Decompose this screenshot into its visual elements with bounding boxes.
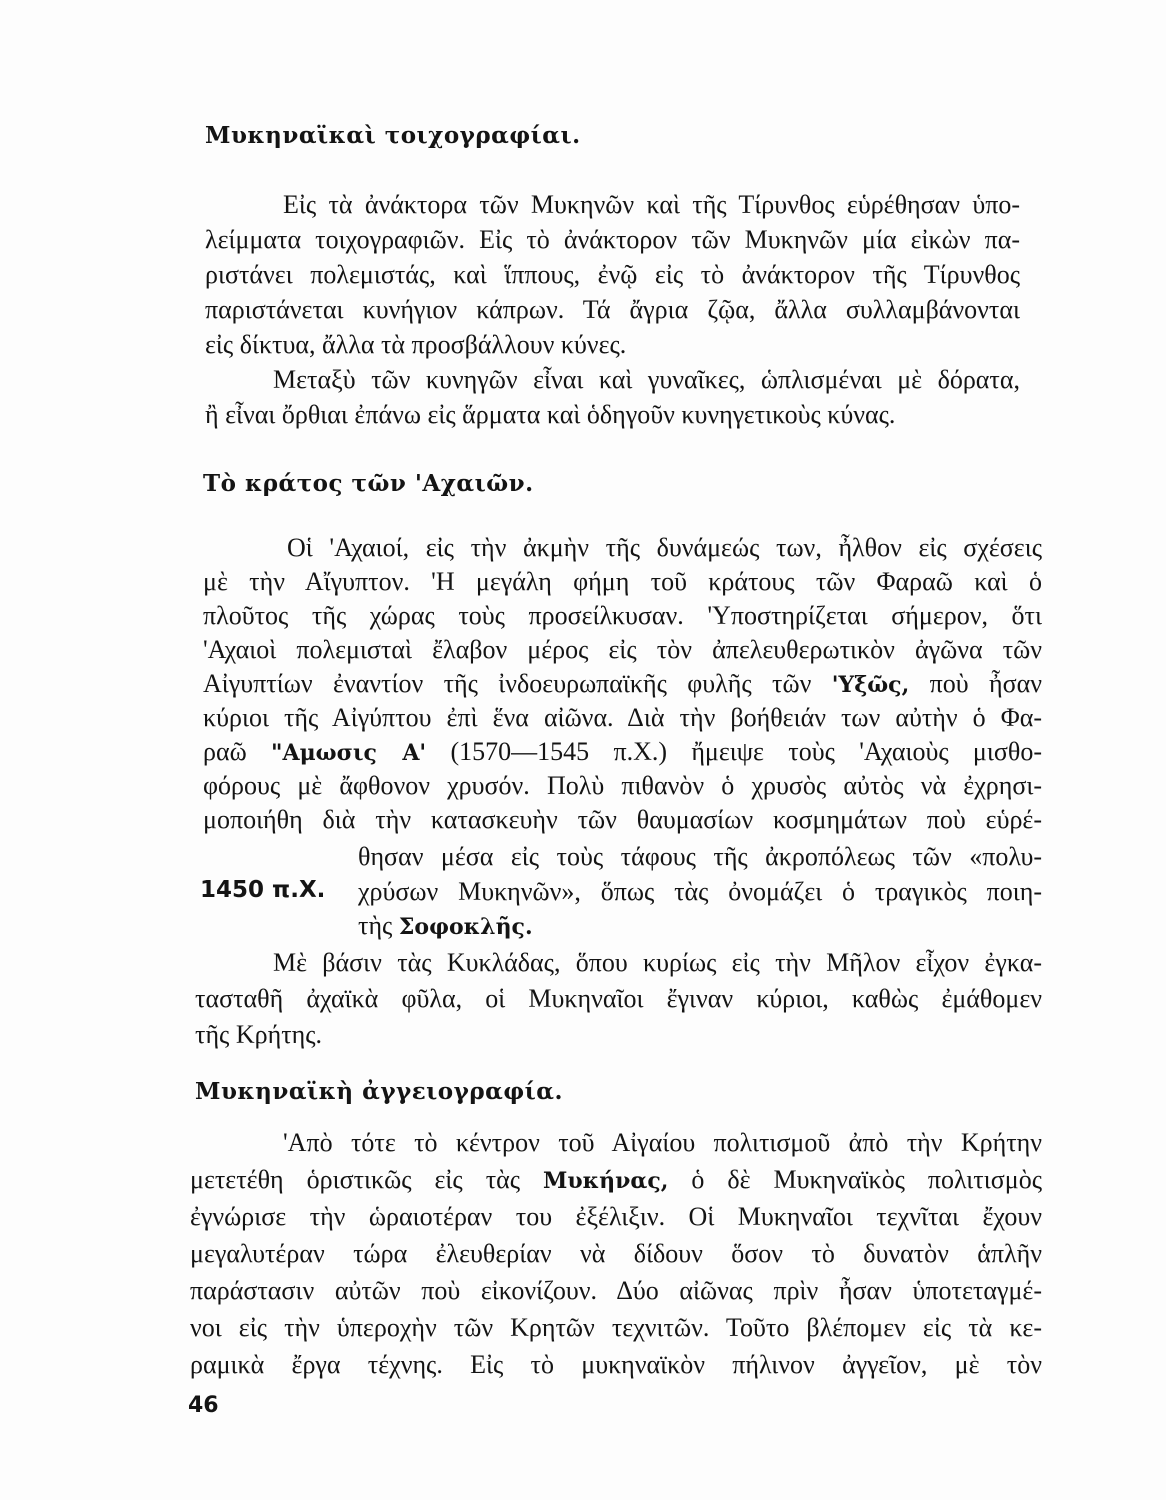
text-span: ποὺ ἦσαν: [929, 669, 1043, 698]
heading-mycenaean-pottery: Μυκηναϊκὴ ἀγγειογραφία.: [195, 1078, 563, 1105]
text-line: ἢ εἶναι ὄρθιαι ἐπάνω εἰς ἅρματα καὶ ὁδηγοῦν κυνηγετικοὺς κύνας.: [205, 400, 896, 429]
text-line: Εἰς τὰ ἀνάκτορα τῶν Μυκηνῶν καὶ τῆς Τίρυνθος εὑρέθησαν ὑπο-: [283, 190, 1020, 219]
heading-achaean-state: Τὸ κράτος τῶν 'Αχαιῶν.: [203, 470, 534, 497]
text-span: τὴς: [358, 911, 393, 940]
text-line: φόρους μὲ ἄφθονον χρυσόν. Πολὺ πιθανὸν ὁ χρυσὸς αὐτὸς νὰ ἐχρησι-: [203, 771, 1042, 800]
bold-term-hyksos: 'Υξῶς,: [831, 672, 910, 698]
text-line: λείμματα τοιχογραφιῶν. Εἰς τὸ ἀνάκτορον τῶν Μυκηνῶν μία εἰκὼν πα-: [205, 225, 1020, 254]
text-line: 'Απὸ τότε τὸ κέντρον τοῦ Αἰγαίου πολιτισμοῦ ἀπὸ τὴν Κρήτην: [283, 1128, 1042, 1157]
text-span: Αἰγυπτίων ἐναντίον τῆς ἰνδοευρωπαϊκῆς φυλῆς τῶν: [203, 669, 812, 698]
text-line: Μεταξὺ τῶν κυνηγῶν εἶναι καὶ γυναῖκες, ὡπλισμέναι μὲ δόρατα,: [273, 365, 1020, 394]
text-line: ἐγνώρισε τὴν ὡραιοτέραν του ἐξέλιξιν. Οἱ Μυκηναῖοι τεχνῖται ἔχουν: [190, 1202, 1042, 1231]
bold-term-amosis: "Αμωσις Α': [271, 740, 427, 766]
text-span: ραῶ: [203, 737, 247, 766]
text-span: ὁ δὲ Μυκηναϊκὸς πολιτισμὸς: [691, 1165, 1042, 1194]
page-number: 46: [188, 1393, 219, 1418]
text-line: νοι εἰς τὴν ὑπεροχὴν τῶν Κρητῶν τεχνιτῶν. Τοῦτο βλέπομεν εἰς τὰ κε-: [190, 1313, 1042, 1342]
text-line: εἰς δίκτυα, ἄλλα τὰ προσβάλλουν κύνες.: [205, 330, 627, 359]
text-line: [358, 911, 1042, 942]
text-line: κύριοι τῆς Αἰγύπτου ἐπὶ ἕνα αἰῶνα. Διὰ τὴν βοήθειάν των αὐτὴν ὁ Φα-: [203, 703, 1042, 732]
text-line: παριστάνεται κυνήγιον κάπρων. Τά ἄγρια ζῷα, ἄλλα συλλαμβάνονται: [205, 295, 1020, 324]
text-line: [203, 737, 1042, 768]
text-line: θησαν μέσα εἰς τοὺς τάφους τῆς ἀκροπόλεως τῶν «πολυ-: [358, 842, 1042, 871]
text-line: τῆς Κρήτης.: [195, 1020, 323, 1049]
text-line: ραμικὰ ἔργα τέχνης. Εἰς τὸ μυκηναϊκὸν πήλινον ἀγγεῖον, μὲ τὸν: [190, 1350, 1042, 1379]
text-line: ριστάνει πολεμιστάς, καὶ ἵππους, ἐνῷ εἰς τὸ ἀνάκτορον τῆς Τίρυνθος: [205, 260, 1020, 289]
text-line: Οἱ 'Αχαιοί, εἰς τὴν ἀκμὴν τῆς δυνάμεώς των, ἦλθον εἰς σχέσεις: [287, 533, 1042, 562]
bold-term-sophocles: Σοφοκλῆς.: [398, 914, 533, 940]
text-line: 'Αχαιοὶ πολεμισταὶ ἔλαβον μέρος εἰς τὸν ἀπελευθερωτικὸν ἀγῶνα τῶν: [203, 635, 1042, 664]
text-line: παράστασιν αὐτῶν ποὺ εἰκονίζουν. Δύο αἰῶνας πρὶν ἦσαν ὑποτεταγμέ-: [190, 1276, 1042, 1305]
text-line: πλοῦτος τῆς χώρας τοὺς προσείλκυσαν. 'Υποστηρίζεται σήμερον, ὅτι: [203, 601, 1042, 630]
heading-mycenaean-frescoes: Μυκηναϊκαὶ τοιχογραφίαι.: [205, 122, 581, 149]
text-line: μοποιήθη διὰ τὴν κατασκευὴν τῶν θαυμασίων κοσμημάτων ποὺ εὑρέ-: [203, 805, 1042, 834]
text-line: χρύσων Μυκηνῶν», ὅπως τὰς ὀνομάζει ὁ τραγικὸς ποιη-: [358, 877, 1042, 906]
text-line: τασταθῆ ἀχαϊκὰ φῦλα, οἱ Μυκηναῖοι ἔγιναν κύριοι, καθὼς ἐμάθομεν: [195, 984, 1042, 1013]
text-span: μετετέθη ὁριστικῶς εἰς τὰς: [190, 1165, 521, 1194]
text-line: Μὲ βάσιν τὰς Κυκλάδας, ὅπου κυρίως εἰς τὴν Μῆλον εἶχον ἐγκα-: [273, 948, 1042, 977]
text-span: (1570—1545 π.Χ.) ἤμειψε τοὺς 'Αχαιοὺς μισθο-: [450, 737, 1042, 766]
text-line: [190, 1165, 1042, 1196]
text-line: μεγαλυτέραν τώρα ἐλευθερίαν νὰ δίδουν ὅσον τὸ δυνατὸν ἁπλῆν: [190, 1239, 1042, 1268]
margin-date-note: 1450 π.Χ.: [200, 877, 326, 903]
bold-term-mycenae: Μυκήνας,: [543, 1168, 669, 1194]
text-line: μὲ τὴν Αἴγυπτον. 'Η μεγάλη φήμη τοῦ κράτους τῶν Φαραῶ καὶ ὁ: [203, 567, 1042, 596]
text-line: [203, 669, 1042, 700]
